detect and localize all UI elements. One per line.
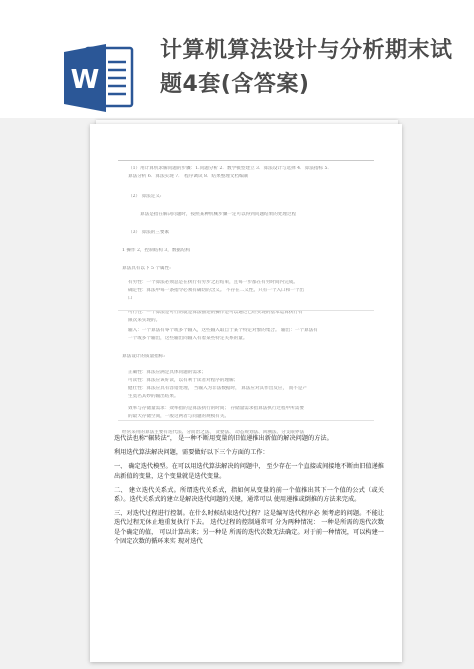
small-print-line: 算法设计的质量指标: [122, 354, 165, 359]
small-print-line: 有穷性：一个算法必须总是在执行有穷步之后结束，且每一步都在有穷时间内完成。 [128, 280, 298, 285]
small-print-line: 健壮性：算法应具有容错处理， 当输入为非法数据时， 算法应对其作出反应， 而不是产 [128, 386, 307, 391]
small-print-line: 的最大存储空间，一般这两者与问题的规模有关。 [128, 414, 230, 419]
small-print-line: 算法分析 6．算法实现 7． 程序调试 8．结果整理文档编制 [128, 174, 249, 179]
page-lower-section [114, 434, 384, 551]
body-paragraph: 迭代法也称“辗转法”， 是一种不断用变量的旧值递推出新值的解决问题的方法。 [114, 435, 333, 442]
small-print-line: 限次来实现的。 [128, 318, 161, 323]
document-header [0, 0, 474, 118]
small-print-line: （1）用计算机求解问题的步骤：1.问题分析 2．数学模型建立 3．算法设计与选择 4．算法指标 5． [128, 166, 332, 171]
small-print-line: 1 操作 2，控制结构 3，数据结构 [122, 248, 191, 253]
small-print-line: 算法具有以下 5 个属性: [122, 266, 171, 271]
section-divider [118, 310, 374, 311]
document-page[interactable] [90, 124, 402, 662]
small-print-line: 算法是指在解决问题时，按照某种机械步骤一定可以得到问题结果的处理过程 [140, 212, 297, 217]
small-print-line: 确定性：算法中每一条指令必须有确切的含义。 不存在二义性。只有一个入口和一个出 [128, 288, 305, 293]
body-paragraph: 利用迭代算法解决问题，需要做好以下三个方面的工作： [114, 449, 269, 457]
small-print-line: 输入：一个算法有零个或多个输入，这些输入取自于某个特定对象的集合。 输出：一个算法有 [128, 328, 318, 333]
small-print-line: 经常采用的算法主要有迭代法、分而治之法、 贪婪法、 动态规划法、回溯法、分支限界法 [122, 430, 305, 435]
small-print-line: 口 [128, 296, 133, 301]
section-divider [118, 420, 374, 421]
small-print-line: 一个或多个输出，这些输出同输入有着某些特定关系的量。 [128, 336, 248, 341]
small-print-line: 可行性：一个算法是可行的就是算法描述的操作是可以通过已经实现的基本运算执行有 [128, 310, 303, 315]
small-print-line: 生莫名其妙的输出结果。 [128, 394, 179, 399]
small-print-line: 正确性：算法应满足具体问题的需求； [128, 370, 207, 375]
document-title: 计算机算法设计与分析期末试题4套(含答案) [160, 38, 453, 97]
page-upper-section [90, 124, 402, 435]
small-print-line: 可读性：算法应该好读，以有利于读者对程序的理解； [128, 378, 239, 383]
page-header-rule [118, 160, 374, 161]
body-paragraph: 二、 建立迭代关系式。所谓迭代关系式，指如何从变量的前一个值推出其下一个值的公式（或关系）。迭代关系式的建立是解决迭代问题的关键，通常可以 使用递推或倒推的方法来完成。 [114, 486, 384, 504]
word-icon [60, 38, 140, 118]
small-print-line: （2） 算法定义: [128, 194, 162, 199]
small-print-line: （3） 算法的三要素 [128, 230, 170, 235]
body-paragraph: 三、对迭代过程进行控制。在什么时候结束迭代过程？这是编写迭代程序必 须考虑的问题。不能让迭代过程无休止地重复执行下去。 迭代过程的控制通常可 分为两种情况： 一种是所需的迭代次数是个确定的值， 可以计算出来；另一种是 所需的迭代次数无法确定。对于前一种情况，可以构建一个固定次数的循环来实 现对迭代 [114, 510, 384, 545]
svg-text:W: W [70, 65, 100, 95]
small-print-line: 效率与存储量需求：效率指的是算法执行的时间； 存储量需求指算法执行过程中所需要 [128, 406, 305, 411]
body-paragraph: 一、 确定迭代模型。在可以用迭代算法解决的问题中， 至少存在一个直接或间接地不断由旧值递推出新值的变量，这个变量就是迭代变量。 [114, 463, 384, 480]
